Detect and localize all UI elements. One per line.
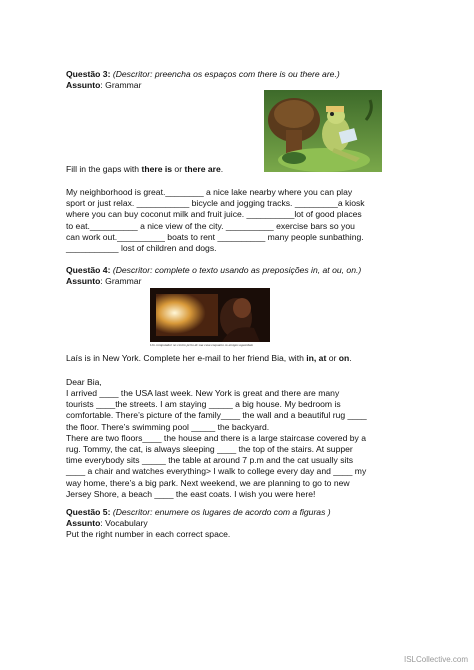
q3-descriptor: (Descritor: preencha os espaços com there is ou there are.) (112, 69, 340, 79)
q5-title: Questão 5: (Descritor: enumere os lugares de acordo com a figuras ) (66, 507, 331, 517)
q4-instruction-bold-2: on (338, 353, 350, 363)
letter-line: way home, there’s a big park. Next weekend, we are planning to go to new (66, 477, 350, 488)
q5-subject-label: Assunto (66, 518, 101, 528)
letter-line: I arrived ____ the USA last week. New York is great and there are many (66, 388, 340, 398)
q4-letter (66, 388, 408, 500)
watermark: ISLCollective.com (403, 655, 468, 664)
computer-screen-photo (150, 288, 270, 342)
q5-subject-value: Vocabulary (105, 518, 148, 528)
q4-subject-value: Grammar (105, 276, 142, 286)
q4-instruction-bold-1: in, at (306, 353, 327, 363)
q3-line: ___________ lost of children and dogs. (66, 243, 217, 254)
letter-line: ____ a chair and watches everything> I walk to college every day and ____ my (66, 466, 367, 477)
letter-line: There are two floors____ the house and there is a large staircase covered by a (66, 432, 367, 443)
q3-paragraph (66, 187, 408, 254)
q3-instruction-bold-2: there are (184, 164, 221, 174)
q3-subject-label: Assunto (66, 80, 101, 90)
letter-line: comfortable. There’s picture of the family____ the wall and a beautiful rug ____ (66, 410, 367, 421)
frog-reading-illustration (264, 90, 382, 172)
q3-line: can work out.__________ boats to rent __________ many people sunbathing. (66, 231, 364, 242)
letter-line: tourists ____the streets. I am staying _____ a big house. My bedroom is (66, 399, 341, 410)
q4-instruction: Laís is in New York. Complete her e-mail to her friend Bia, with in, at or on. (66, 353, 352, 363)
q3-line: where you can buy coconut milk and fruit juice. __________lot of good places (66, 209, 362, 220)
q3-label: Questão 3 (66, 69, 108, 79)
photo-caption: Um computador no centro perto de sua casa enquanto os amigos aguardam (150, 343, 254, 347)
letter-greeting: Dear Bia, (66, 377, 102, 387)
q4-subject: Assunto: Grammar (66, 276, 142, 286)
q5-instruction: Put the right number in each correct space. (66, 529, 231, 539)
letter-line: rug. Tommy, the cat, is always sleeping ____ the top of the stairs. At supper (66, 444, 353, 455)
letter-line: Jersey Shore, a beach ____ the east coats. I wish you were here! (66, 488, 316, 499)
q3-instruction-bold-1: there is (141, 164, 173, 174)
q4-descriptor: (Descritor: complete o texto usando as preposições in, at ou, on.) (112, 265, 362, 275)
q3-instruction: Fill in the gaps with there is or there are. (66, 164, 224, 174)
q3-line: My neighborhood is great.________ a nice lake nearby where you can play (66, 187, 353, 197)
q5-label: Questão 5 (66, 507, 108, 517)
q3-line: sport or just relax. ___________ bicycle and jogging tracks. _________a kiosk (66, 198, 365, 209)
q4-subject-label: Assunto (66, 276, 101, 286)
q3-title: Questão 3: (Descritor: preencha os espaços com there is ou there are.) (66, 69, 340, 79)
q3-line: to eat.__________ a nice view of the city. __________ exercise bars so you (66, 220, 355, 231)
q3-subject-value: Grammar (105, 80, 142, 90)
q5-descriptor: (Descritor: enumere os lugares de acordo com a figuras ) (112, 507, 331, 517)
letter-line: time everybody sits _____ the table at around 7 p.m and the cat usually sits (66, 455, 354, 466)
q4-label: Questão 4 (66, 265, 108, 275)
q4-title: Questão 4: (Descritor: complete o texto usando as preposições in, at ou, on.) (66, 265, 362, 275)
q3-subject: Assunto: Grammar (66, 80, 142, 90)
q5-subject: Assunto: Vocabulary (66, 518, 148, 528)
letter-line: the floor. There’s swimming pool _____ the backyard. (66, 421, 270, 432)
